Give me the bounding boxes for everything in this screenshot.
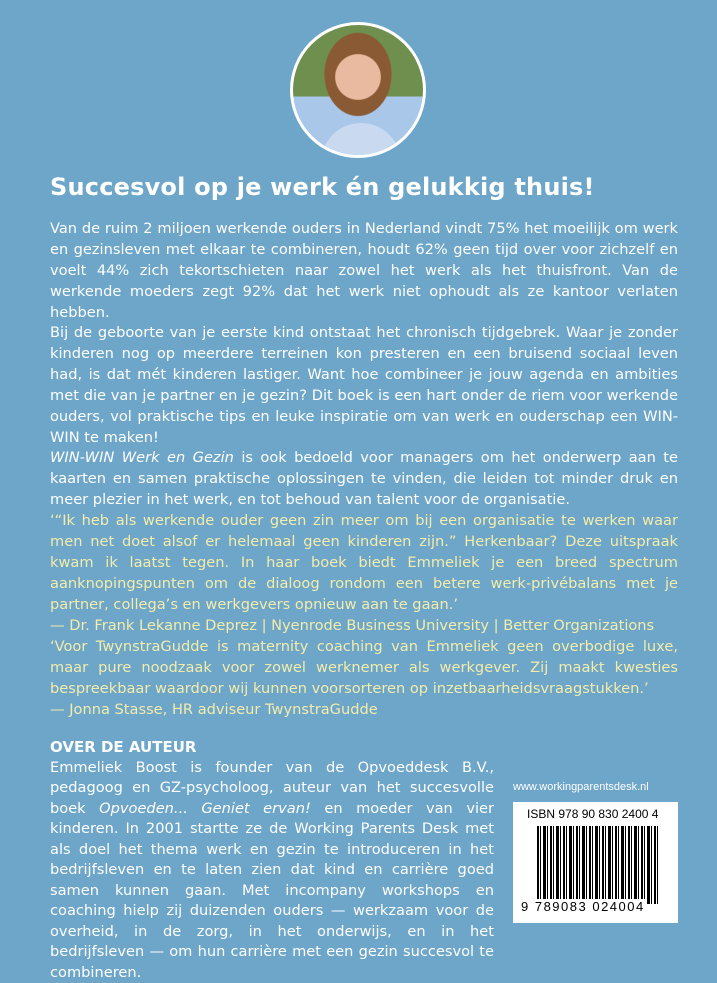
quote-text: ‘Voor TwynstraGudde is maternity coaching van Emmeliek geen overbodige luxe, maar pure noodzaak voor zowel werknemer als werkgever. Zij maakt kwesties bespreekbaar waardoor wij kunnen voorsorteren op inzetbaarheidsvraagstukken.’ [50,636,678,699]
bio-text: Emmeliek Boost is founder van de Opvoeddesk B.V., pedagoog en GZ-psycholoog, auteur van het succesvolle boek [50,759,494,817]
barcode-digits: 9 789083 024004 [521,899,645,914]
quote-attribution: — Jonna Stasse, HR adviseur TwynstraGudde [50,699,678,720]
quote-1 [50,510,678,636]
managers-text: is ook bedoeld voor managers om het onderwerp aan te kaarten en samen praktische oplossingen te vinden, die leiden tot minder druk en meer plezier in het werk, en tot behoud van talent voor de organisatie. [50,449,678,508]
isbn: ISBN 978 90 830 2400 4 [527,807,658,821]
barcode [513,802,678,923]
managers-paragraph [50,447,678,510]
author-bio [50,758,494,983]
about-author [50,737,494,983]
quote-attribution: — Dr. Frank Lekanne Deprez | Nyenrode Business University | Better Organizations [50,615,678,636]
bio-text: en moeder van vier kinderen. In 2001 startte ze de Working Parents Desk met als doel het thema werk en gezin te introduceren in het bedrijfsleven en te laten zien dat kind en carrière goed samen kunnen gaan. Met incompany workshops en coaching hielp zij duizenden ouders — werkzaam voor de overheid, in de zorg, in het onderwijs, en in het bedrijfsleven — om hun carrière met een gezin succesvol te combineren. [50,800,494,981]
book-title: WIN-WIN Werk en Gezin [50,449,234,466]
headline: Succesvol op je werk én gelukkig thuis! [50,173,595,201]
barcode-bars [537,826,659,904]
author-photo [290,22,426,158]
bio-book-title: Opvoeden... Geniet ervan! [99,800,311,817]
intro-paragraph: Van de ruim 2 miljoen werkende ouders in Nederland vindt 75% het moeilijk om werk en gezinsleven met elkaar te combineren, houdt 62% geen tijd over voor zichzelf en voelt 44% zich tekortschieten naar zowel het werk als het thuisfront. Van de werkende moeders zegt 92% dat het werk niet ophoudt als ze kantoor verlaten hebben. [50,218,678,323]
author-heading: OVER DE AUTEUR [50,737,494,758]
quote-2 [50,636,678,720]
quote-text: ‘“Ik heb als werkende ouder geen zin meer om bij een organisatie te werken waar men net doet alsof er helemaal geen kinderen zijn.” Herkenbaar? Deze uitspraak kwam ik laatst tegen. In haar boek biedt Emmeliek je een breed spectrum aanknopingspunten om de dialoog rondom een betere werk-privébalans met je partner, collega’s en werkgevers opnieuw aan te gaan.’ [50,510,678,615]
website: www.workingparentsdesk.nl [513,781,649,793]
second-paragraph: Bij de geboorte van je eerste kind ontstaat het chronisch tijdgebrek. Waar je zonder kinderen nog op meerdere terreinen kon presteren en een bruisend sociaal leven had, is dat mét kinderen lastiger. Want hoe combineer je jouw agenda en ambities met die van je partner en je gezin? Dit boek is een hart onder de riem voor werkende ouders, vol praktische tips en leuke inspiratie om van werk en ouderschap een WIN-WIN te maken! [50,322,678,448]
